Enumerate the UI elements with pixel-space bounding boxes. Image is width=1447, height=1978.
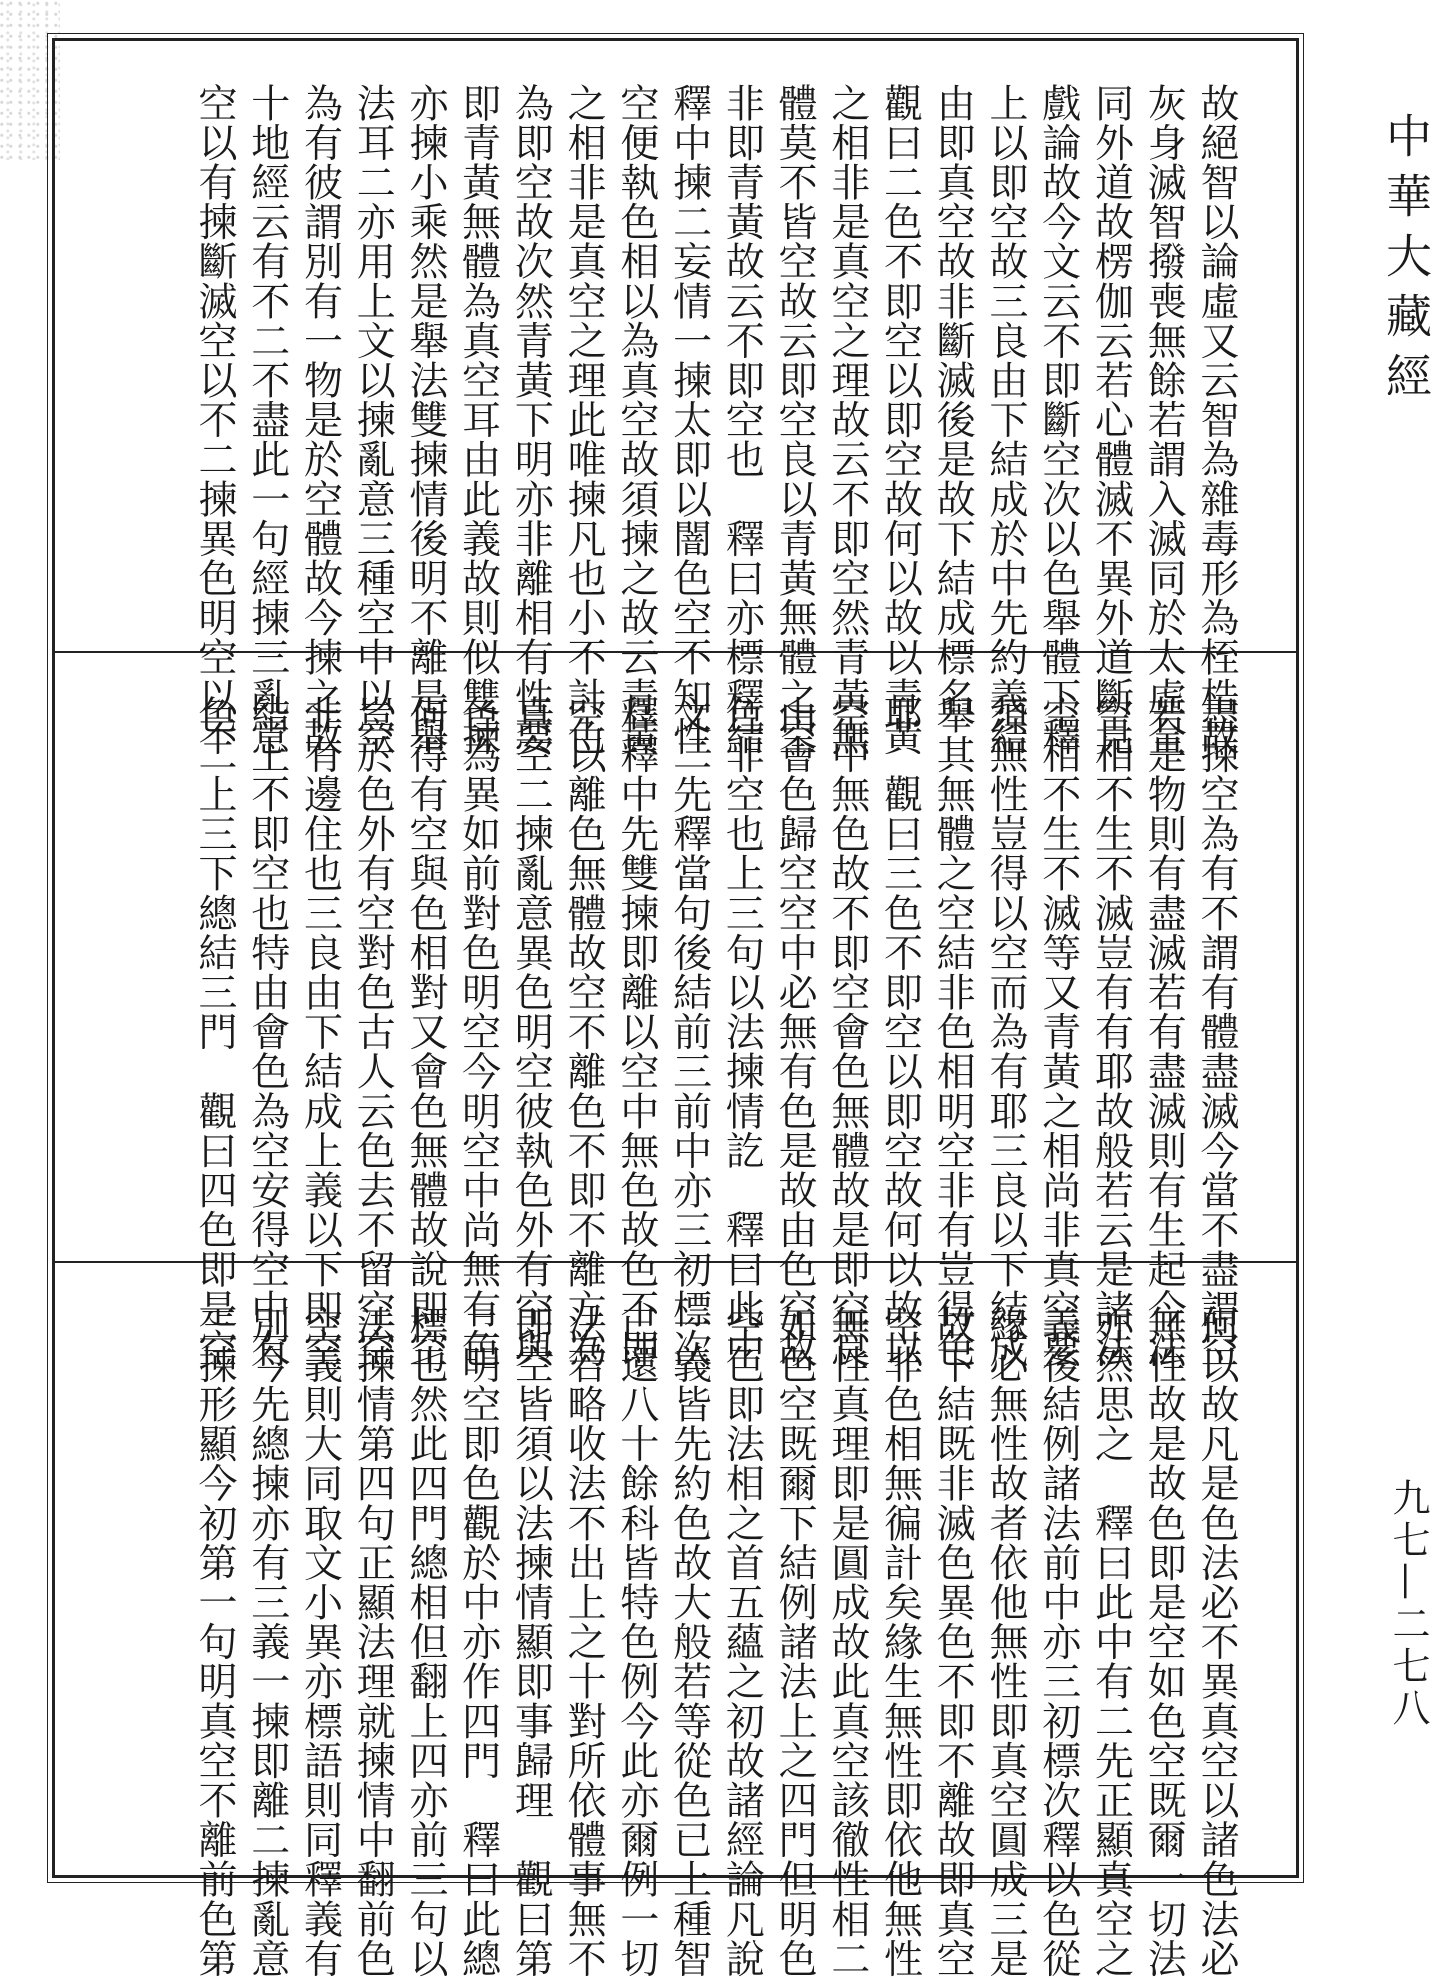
text-column: 釋中揀二妄情一揀太即以闇色空不知性 xyxy=(666,83,712,757)
text-column: 戲論故今文云不即斷空次以色舉體下釋 xyxy=(1035,83,1081,757)
text-column: 空相不生不滅等又青黃之相尚非真空要 xyxy=(1035,695,1081,1369)
text-column: 空以有揀斷滅空以不二揀異色明空以不 xyxy=(192,83,237,757)
text-column: 即空皆須以法揀情顯即事歸理 觀曰第 xyxy=(508,1305,554,1978)
text-column: 灰身滅智撥喪無餘若謂入滅同於太虛全 xyxy=(1141,83,1187,757)
text-column: 亦揀小乘然是舉法雙揀情後明不離是舉 xyxy=(402,83,448,757)
text-column: 非有邊住也三良由下結成上義以下即空 xyxy=(297,695,343,1369)
text-column: 耶 觀曰三色不即空以即空故何以故以 xyxy=(877,695,923,1369)
text-column: 法耳二亦用上文以揀亂意三種空中以空 xyxy=(350,83,396,757)
text-panel-3 xyxy=(55,1263,1296,1978)
text-column: 亦然思之 釋曰此中有二先正顯真空之 xyxy=(1088,1305,1134,1978)
text-column: 真空二揀亂意異色明空彼執色外有空與 xyxy=(508,695,554,1369)
text-column: 色非空也上三句以法揀情訖 釋曰此中 xyxy=(719,695,765,1369)
text-column: 法揀情第四句正顯法理就揀情中翻前色 xyxy=(350,1305,396,1978)
text-column: 空相不生不滅豈有有耶故般若云是諸法 xyxy=(1088,695,1134,1369)
text-column: 豈於色外有空對色古人云色去不留空空 xyxy=(350,695,396,1369)
text-column: 空義則大同取文小異亦標語則同釋義有 xyxy=(297,1305,343,1978)
text-column: 非即青黃故云不即空也 釋曰亦標釋結 xyxy=(719,83,765,757)
text-column: 同外道故楞伽云若心體滅不異外道斷見 xyxy=(1088,83,1134,757)
text-column: 觀曰二色不即空以即空故何以故以青黃 xyxy=(877,83,923,757)
text-column: 無性真理即是圓成故此真空該徹性相二 xyxy=(824,1305,870,1978)
text-panel-2 xyxy=(55,653,1296,1369)
text-column: 為有彼謂別有一物是於空體故今揀之故 xyxy=(297,83,343,757)
text-column: 已還八十餘科皆特色例今此亦爾例一切 xyxy=(613,1305,659,1978)
scan-edge-speckle xyxy=(0,0,60,160)
panel-2-columns xyxy=(192,695,1239,1369)
text-column: 何得有空與色相對又會色無體故說即空 xyxy=(402,695,448,1369)
text-column: 二明空即色觀於中亦作四門 釋曰此總 xyxy=(455,1305,501,1978)
text-column: 須無性豈得以空而為有耶三良以下結成 xyxy=(983,695,1029,1369)
text-column: 為即空故次然青黃下明亦非離相有性要 xyxy=(508,83,554,757)
text-column: 空便執色相以為真空故須揀之故云青黃 xyxy=(613,83,659,757)
text-column: 之相非是真空之理故云不即空然青黃無 xyxy=(824,83,870,757)
text-column: 何以故凡是色法必不異真空以諸色法必 xyxy=(1193,1305,1239,1978)
text-column: 若是物則有盡滅若有盡滅則有生起今法 xyxy=(1141,695,1187,1369)
text-column: 空中無色故不即空會色無體故是即空良 xyxy=(824,695,870,1369)
text-column: 體莫不皆空故云即空良以青黃無體之空 xyxy=(772,83,818,757)
text-column: 一義皆先約色故大般若等從色已上種智 xyxy=(666,1305,712,1978)
panel-1-columns xyxy=(192,83,1239,757)
text-column: 由即真空故非斷滅後是故下結成標名 xyxy=(930,83,976,717)
text-column: 緣必無性故者依他無性即真空圓成三是 xyxy=(983,1305,1029,1978)
text-column: 十地經云有不二不盡此一句經揀三亂意 xyxy=(244,83,290,757)
text-column: 色為異如前對色明空今明空中尚無有色 xyxy=(455,695,501,1369)
text-column: 由會色歸空空中必無有色是故由色空故 xyxy=(772,695,818,1369)
text-column: 無性故是故色即是空如色空既爾一切法 xyxy=(1141,1305,1187,1978)
text-column: 三揀形顯今初第一句明真空不離前色第 xyxy=(192,1305,237,1978)
text-column: 舉其無體之空結非色相明空非有豈得色 xyxy=(930,695,976,1369)
text-column: 標也然此四門總相但翻上四亦前三句以 xyxy=(402,1305,448,1978)
text-column: 空色即法相之首五蘊之初故諸經論凡說 xyxy=(719,1305,765,1978)
collection-title: 中華大藏經 xyxy=(1379,112,1433,412)
text-column: 故絕智以論虛又云智為雜毒形為桎梏故 xyxy=(1193,83,1239,757)
panel-3-columns xyxy=(192,1305,1239,1978)
text-column: 空非色相無徧計矣緣生無性即依他無性 xyxy=(877,1305,923,1978)
text-panel-1 xyxy=(55,41,1296,757)
text-column: 上以即空故三良由下結成於中先約義結 xyxy=(983,83,1029,757)
text-column: 義後結例諸法前中亦三初標次釋以色從 xyxy=(1035,1305,1081,1978)
text-column: 空以離色無體故空不離色不即不離方為 xyxy=(561,695,607,1369)
text-column: 色二上三下總結三門 觀曰四色即是空 xyxy=(192,695,237,1369)
text-column: 盡揀空為有不謂有體盡滅今當不盡謂空 xyxy=(1193,695,1239,1369)
text-column: 文二先釋當句後結前三前中亦三初標次 xyxy=(666,695,712,1369)
text-column: 法若略收法不出上之十對所依體事無不 xyxy=(561,1305,607,1978)
page-number: 九七—二七八 xyxy=(1386,1478,1430,1730)
text-column: 之相非是真空之理此唯揀凡也小不計色 xyxy=(561,83,607,757)
text-column: 即青黃無體為真空耳由此義故則似雙揀 xyxy=(455,83,501,757)
text-column: 如色空既爾下結例諸法上之四門但明色 xyxy=(772,1305,818,1978)
page-frame xyxy=(52,38,1299,1978)
text-column: 故下結既非滅色異色不即不離故即真空 xyxy=(930,1305,976,1978)
text-column: 釋釋中先雙揀即離以空中無色故色不即 xyxy=(613,695,659,1369)
text-column: 結上不即空也特由會色為空安得空中有 xyxy=(244,695,290,1369)
text-column: 別今先總揀亦有三義一揀即離二揀亂意 xyxy=(244,1305,290,1978)
